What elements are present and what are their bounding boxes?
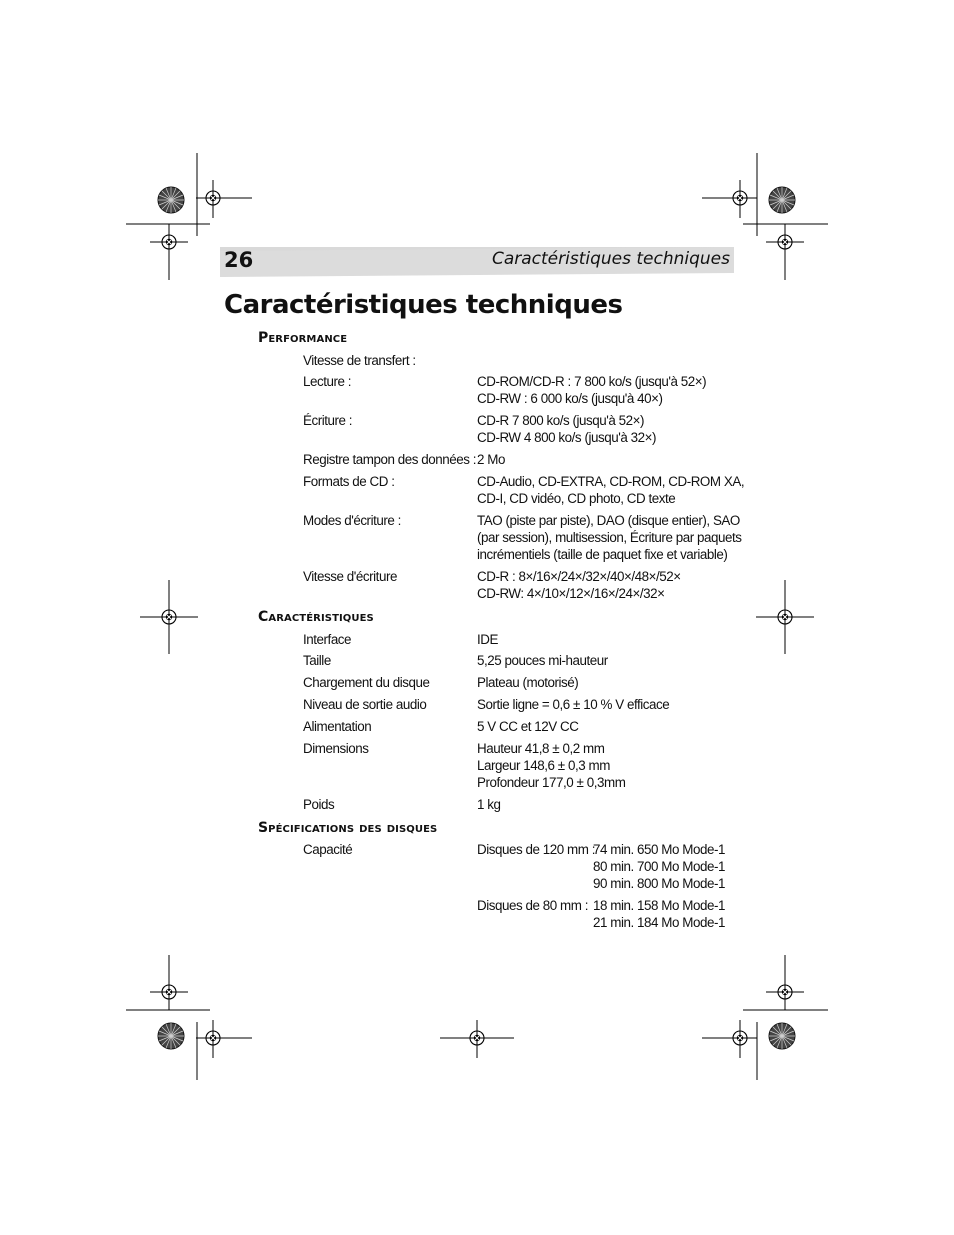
spec-value-line: incrémentiels (taille de paquet fixe et variable) (477, 547, 728, 562)
spec-label: Alimentation (303, 719, 372, 734)
spec-value (477, 696, 747, 713)
section-heading-performance: Performance (258, 330, 348, 346)
spec-value (477, 796, 747, 813)
capacity-entry: 90 min. 800 Mo Mode-1 (593, 876, 725, 891)
spec-value (477, 568, 747, 602)
spec-value (477, 674, 747, 691)
running-title: Caractéristiques techniques (491, 249, 730, 269)
spec-value-line: 5,25 pouces mi-hauteur (477, 653, 608, 668)
spec-label: Niveau de sortie audio (303, 697, 427, 712)
spec-value-line: CD-R 7 800 ko/s (jusqu'à 52×) (477, 413, 645, 428)
spec-label: Écriture : (303, 413, 353, 428)
spec-label: Capacité (303, 842, 353, 857)
spec-value (477, 412, 747, 446)
spec-label: Vitesse de transfert : (303, 353, 416, 368)
page-number: 26 (224, 248, 254, 272)
spec-label: Poids (303, 797, 335, 812)
section-heading-disques: Spécifications des disques (258, 820, 438, 836)
spec-value-line: (par session), multisession, Écriture par paquets (477, 530, 742, 545)
section-heading-caracteristiques: Caractéristiques (258, 609, 374, 625)
spec-label: Chargement du disque (303, 675, 430, 690)
spec-value-line: Plateau (motorisé) (477, 675, 579, 690)
spec-value-line: Largeur 148,6 ± 0,3 mm (477, 758, 610, 773)
capacity-entry: 21 min. 184 Mo Mode-1 (593, 915, 725, 930)
capacity-entry: 80 min. 700 Mo Mode-1 (593, 859, 725, 874)
spec-value (477, 740, 747, 791)
capacity-entry: 74 min. 650 Mo Mode-1 (593, 842, 725, 857)
spec-value (477, 473, 747, 507)
capacity-entry: 18 min. 158 Mo Mode-1 (593, 898, 725, 913)
spec-value-line: 2 Mo (477, 452, 505, 467)
spec-label: Lecture : (303, 374, 352, 389)
spec-label: Taille (303, 653, 331, 668)
capacity-entries (593, 841, 725, 892)
spec-value-line: CD-I, CD vidéo, CD photo, CD texte (477, 491, 676, 506)
spec-label: Interface (303, 632, 352, 647)
disc-size-label: Disques de 120 mm : (477, 842, 595, 857)
spec-label: Dimensions (303, 741, 369, 756)
spec-value-line: CD-RW : 6 000 ko/s (jusqu'à 40×) (477, 391, 663, 406)
spec-value-line: Hauteur 41,8 ± 0,2 mm (477, 741, 605, 756)
spec-label: Vitesse d'écriture (303, 569, 397, 584)
spec-value-line: 5 V CC et 12V CC (477, 719, 579, 734)
spec-value-line: IDE (477, 632, 498, 647)
spec-value-line: Sortie ligne = 0,6 ± 10 % V efficace (477, 697, 670, 712)
spec-value (477, 652, 747, 669)
capacity-entries (593, 897, 725, 931)
spec-value-line: CD-ROM/CD-R : 7 800 ko/s (jusqu'à 52×) (477, 374, 707, 389)
spec-value (477, 373, 747, 407)
spec-value-line: 1 kg (477, 797, 501, 812)
spec-value-line: CD-RW: 4×/10×/12×/16×/24×/32× (477, 586, 665, 601)
page-title: Caractéristiques techniques (224, 290, 623, 320)
spec-value-line: TAO (piste par piste), DAO (disque entier), SAO (477, 513, 740, 528)
spec-value-line: CD-RW 4 800 ko/s (jusqu'à 32×) (477, 430, 656, 445)
spec-value (477, 718, 747, 735)
disc-size-label: Disques de 80 mm : (477, 898, 588, 913)
spec-value-line: CD-Audio, CD-EXTRA, CD-ROM, CD-ROM XA, (477, 474, 745, 489)
spec-value-line: CD-R : 8×/16×/24×/32×/40×/48×/52× (477, 569, 681, 584)
spec-value (477, 451, 747, 468)
spec-value-line: Profondeur 177,0 ± 0,3mm (477, 775, 626, 790)
spec-label: Registre tampon des données : (303, 452, 477, 467)
spec-label: Modes d'écriture : (303, 513, 401, 528)
spec-value (477, 631, 747, 648)
spec-value (477, 512, 747, 563)
spec-label: Formats de CD : (303, 474, 395, 489)
